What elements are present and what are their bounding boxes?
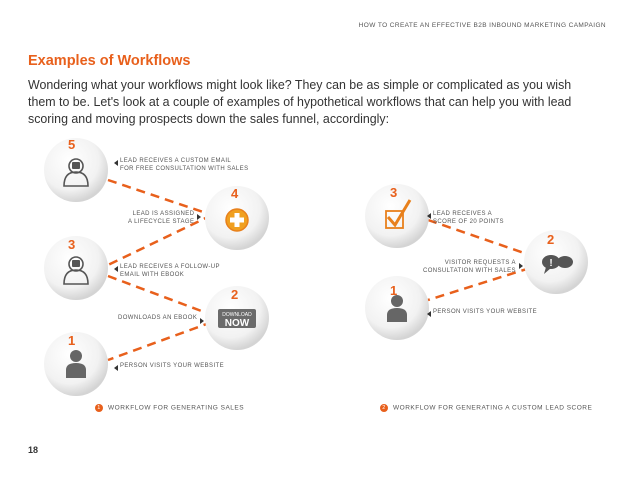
score-workflow-caption bbox=[380, 404, 592, 412]
sales-step-4-label: LEAD IS ASSIGNED A LIFECYCLE STAGE bbox=[128, 211, 195, 225]
caption-text: WORKFLOW FOR GENERATING A CUSTOM LEAD SCORE bbox=[393, 404, 593, 412]
page-header: HOW TO CREATE AN EFFECTIVE B2B INBOUND MARKETING CAMPAIGN bbox=[358, 22, 606, 29]
section-title: Examples of Workflows bbox=[28, 53, 191, 69]
sales-step-5-label: LEAD RECEIVES A CUSTOM EMAIL FOR FREE CONSULTATION WITH SALES bbox=[120, 158, 249, 172]
score-step-3-label: LEAD RECEIVES A SCORE OF 20 POINTS bbox=[433, 211, 504, 225]
svg-text:!: ! bbox=[549, 258, 553, 269]
sales-step-3-number: 3 bbox=[68, 237, 76, 252]
intro-paragraph: Wondering what your workflows might look like? They can be as simple or complicated as you wish them to be. Let's look at a couple of examples of hypothetical workflows that can help you with lead scoring and moving prospects down the sales funnel, accordingly: bbox=[28, 77, 572, 126]
sales-workflow-caption bbox=[95, 404, 244, 412]
caption-badge: 1 bbox=[95, 404, 103, 412]
caption-badge: 2 bbox=[380, 404, 388, 412]
sales-step-3-label: LEAD RECEIVES A FOLLOW-UP EMAIL WITH EBOOK bbox=[120, 264, 220, 278]
score-step-1-number: 1 bbox=[390, 283, 398, 298]
connector-2-1 bbox=[108, 322, 212, 360]
sales-step-1-label: PERSON VISITS YOUR WEBSITE bbox=[120, 363, 224, 369]
caption-text: WORKFLOW FOR GENERATING SALES bbox=[108, 404, 245, 412]
sales-step-5-number: 5 bbox=[68, 137, 76, 152]
svg-text:DOWNLOAD: DOWNLOAD bbox=[222, 312, 252, 318]
svg-text:NOW: NOW bbox=[224, 318, 250, 329]
connector-3-2 bbox=[108, 276, 212, 315]
sales-node-3 bbox=[44, 236, 108, 300]
sales-node-5 bbox=[44, 138, 108, 202]
plus-icon bbox=[226, 209, 248, 231]
sales-step-2-label: DOWNLOADS AN EBOOK bbox=[118, 315, 198, 321]
page-number: 18 bbox=[28, 445, 39, 455]
sales-step-2-number: 2 bbox=[231, 287, 239, 302]
score-step-1-label: PERSON VISITS YOUR WEBSITE bbox=[433, 309, 537, 315]
score-step-2-label: VISITOR REQUESTS A CONSULTATION WITH SALES bbox=[423, 260, 516, 274]
sales-step-1-number: 1 bbox=[68, 333, 76, 348]
sales-step-4-number: 4 bbox=[231, 186, 239, 201]
download-now-icon bbox=[218, 309, 256, 329]
score-step-2-number: 2 bbox=[547, 232, 555, 247]
score-step-3-number: 3 bbox=[390, 185, 398, 200]
